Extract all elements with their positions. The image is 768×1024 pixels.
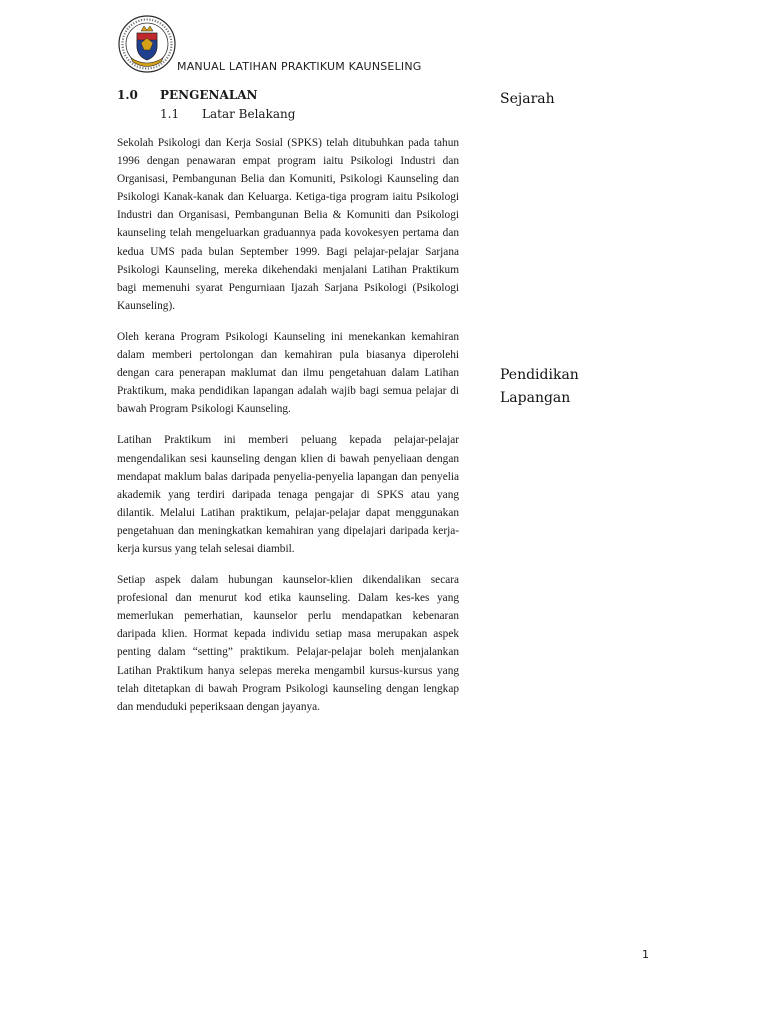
- section-number: 1.0: [117, 88, 138, 102]
- section-title: PENGENALAN: [160, 88, 258, 102]
- subsection-title: Latar Belakang: [202, 107, 296, 121]
- margin-note-sejarah-text: Sejarah: [500, 91, 555, 107]
- margin-note-sejarah: [500, 88, 610, 111]
- paragraph-latihan-praktikum: Latihan Praktikum ini memberi peluang kepada pelajar-pelajar mengendalikan sesi kaunseling dengan klien di bawah penyeliaan dengan mendapat maklum balas daripada penyelia-penyelia lapangan dan penyelia akademik yang terdiri daripada tenaga pengajar di SPKS atau yang dilantik. Melalui Latihan praktikum, pelajar-pelajar dapat menggunakan pengetahuan dan meningkatkan kemahiran yang dipelajari daripada kerja-kerja kursus yang telah selesai diambil.: [117, 434, 459, 555]
- section-heading: [117, 88, 258, 102]
- paragraph-pendidikan-lapangan: Oleh kerana Program Psikologi Kaunseling ini menekankan kemahiran dalam memberi pertolongan dan kemahiran pula biasanya diperolehi dengan cara penerapan maklumat dan ilmu pengetahuan dalam Latihan Praktikum, maka pendidikan lapangan adalah wajib bagi semua pelajar di bawah Program Psikologi Kaunseling.: [117, 330, 459, 416]
- paragraph-etika: Setiap aspek dalam hubungan kaunselor-klien dikendalikan secara profesional dan menurut kod etika kaunseling. Dalam kes-kes yang memerlukan pemerhatian, kaunselor perlu mendapatkan kebenaran daripada klien. Hormat kepada individu setiap masa merupakan aspek penting dalam “setting” praktikum. Pelajar-pelajar boleh menjalankan Latihan Praktikum hanya selepas mereka mengambil kursus-kursus yang telah ditetapkan di bawah Program Psikologi kaunseling dengan lengkap dan menduduki peperiksaan dengan jayanya.: [117, 574, 459, 713]
- subsection-heading: [160, 107, 295, 121]
- document-header-title: MANUAL LATIHAN PRAKTIKUM KAUNSELING: [177, 60, 422, 73]
- paragraph-sejarah: Sekolah Psikologi dan Kerja Sosial (SPKS) telah ditubuhkan pada tahun 1996 dengan penawaran empat program iaitu Psikologi Industri dan Organisasi, Pembangunan Belia dan Komuniti, Psikologi Kaunseling dan Psikologi Kanak-kanak dan Keluarga. Ketiga-tiga program iaitu Psikologi Industri dan Organisasi, Pembangunan Belia & Komuniti dan Psikologi kaunseling telah mengeluarkan graduannya pada kovokesyen pertama dan kedua UMS pada bulan September 1999. Bagi pelajar-pelajar Sarjana Psikologi Kaunseling, mereka dikehendaki menjalani Latihan Praktikum bagi memenuhi syarat Pengurniaan Ijazah Sarjana Psikologi (Psikologi Kaunseling).: [117, 137, 459, 312]
- margin-note-pendidikan-line1: Pendidikan: [500, 367, 579, 383]
- university-crest-icon: [117, 14, 177, 74]
- margin-note-pendidikan-lapangan: [500, 364, 610, 410]
- subsection-number: 1.1: [160, 107, 180, 121]
- margin-note-pendidikan-line2: Lapangan: [500, 390, 571, 406]
- body-text-column: [117, 134, 459, 729]
- page-number: 1: [642, 948, 649, 961]
